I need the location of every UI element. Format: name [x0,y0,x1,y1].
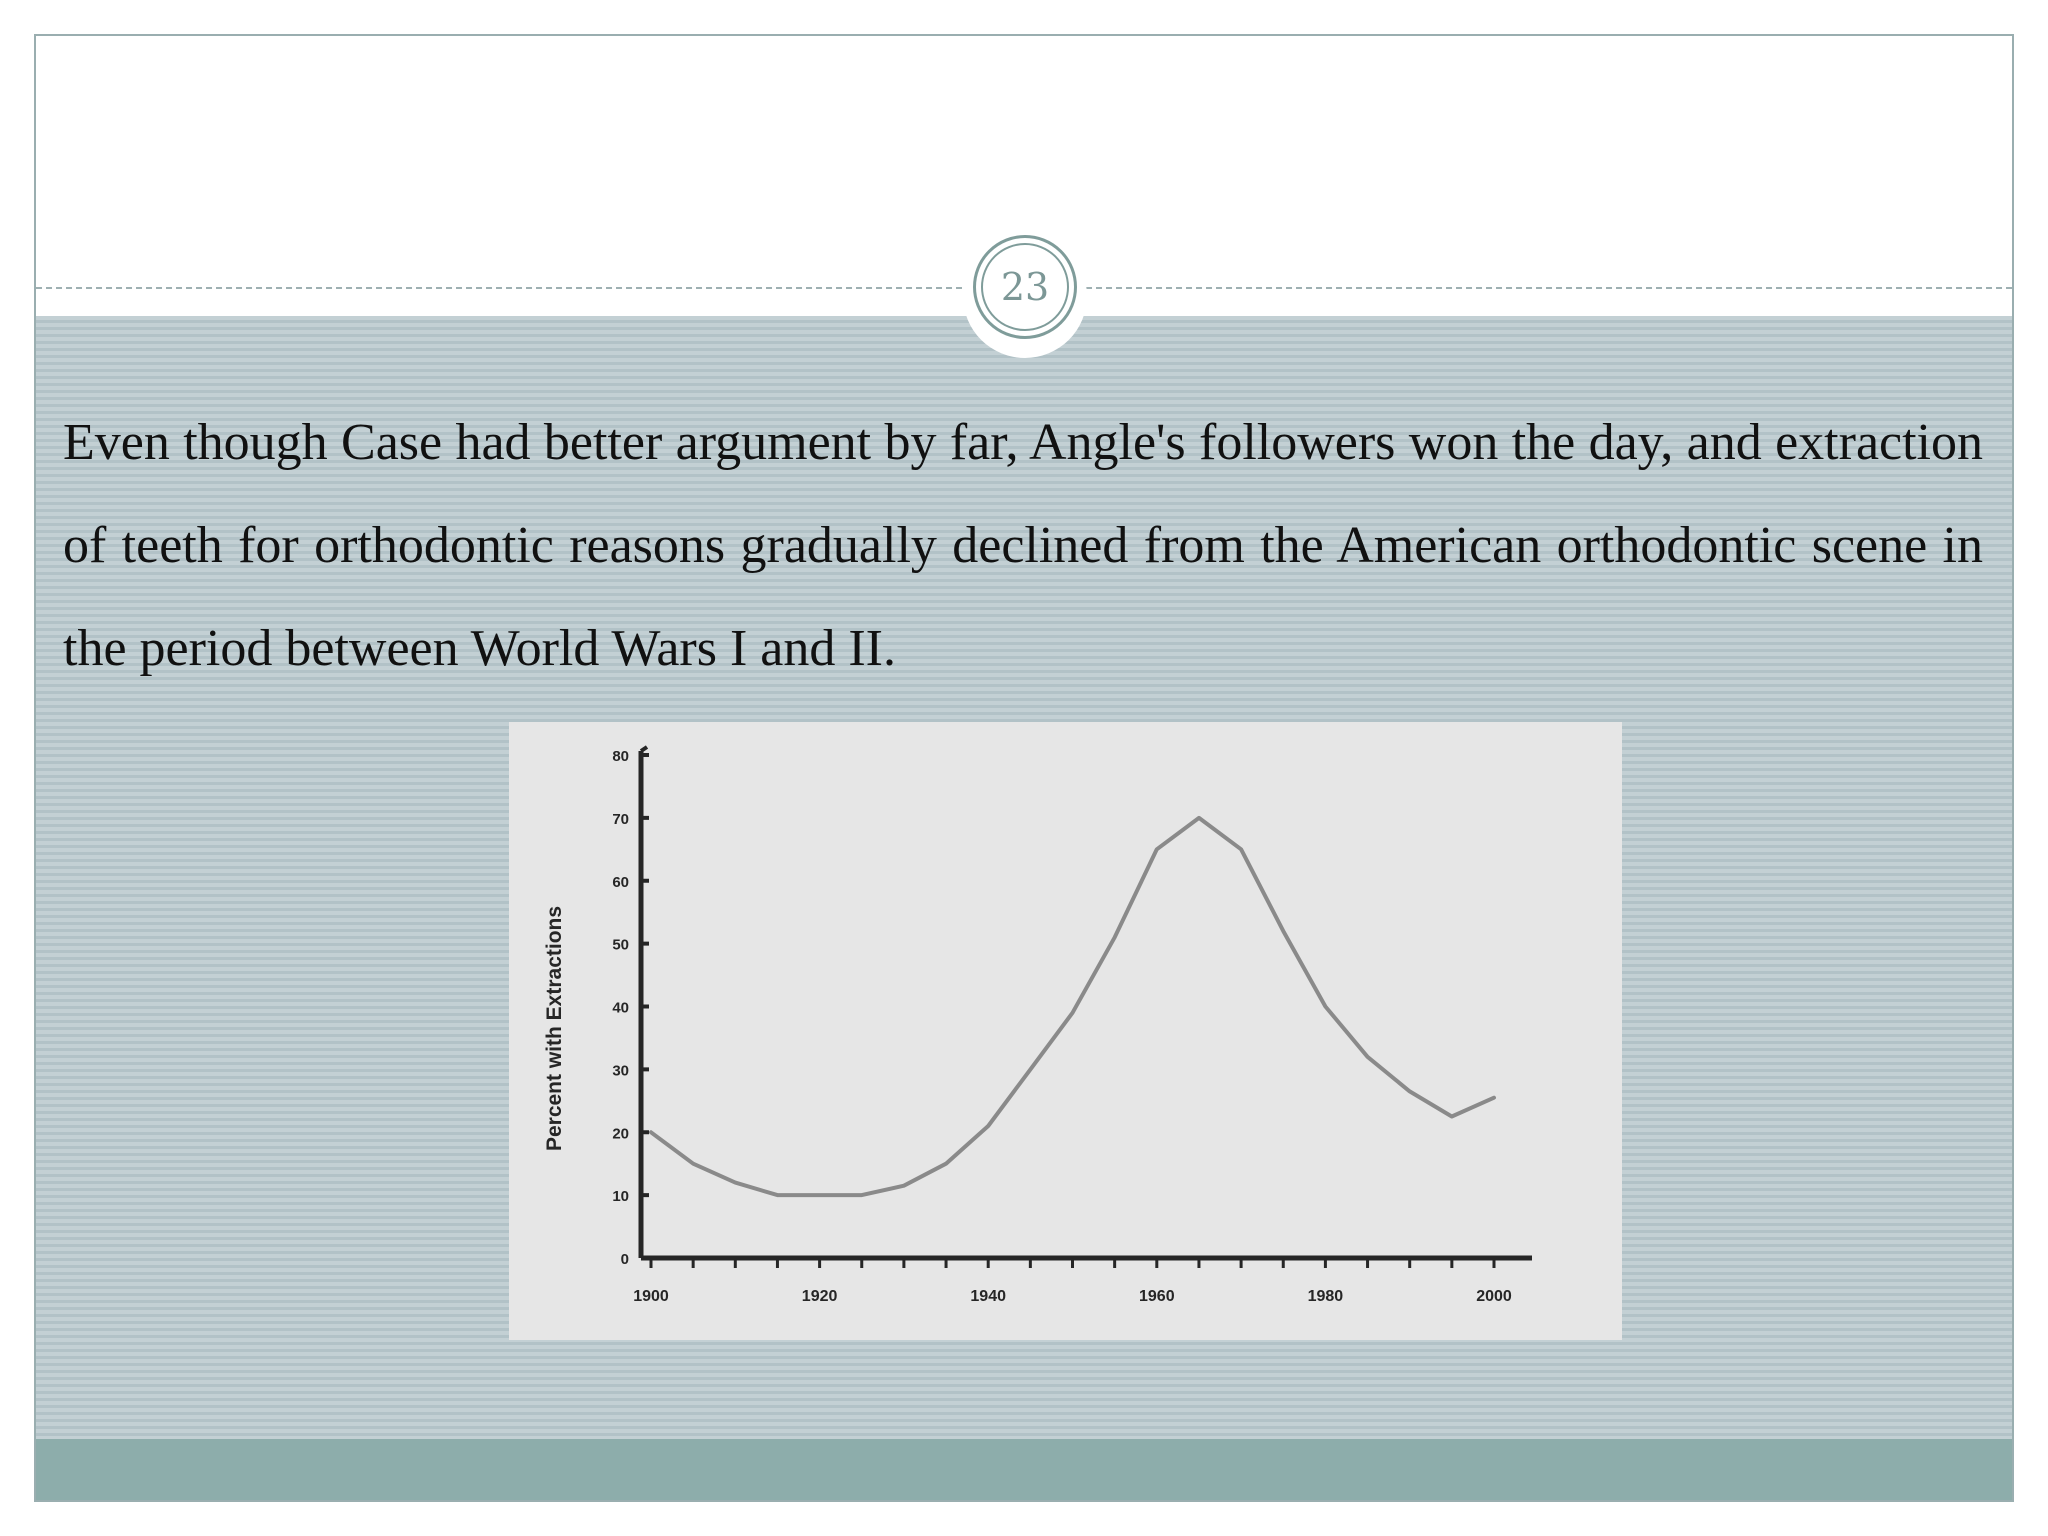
y-tick-label: 20 [612,1125,629,1143]
y-tick-label: 0 [620,1251,629,1268]
slide [34,34,2014,1502]
y-tick-label: 80 [612,748,629,765]
y-tick-label: 70 [612,810,629,828]
x-tick-label: 1940 [970,1288,1006,1305]
x-tick-label: 1980 [1307,1288,1344,1305]
extraction-chart [509,722,1622,1340]
chart-svg [509,722,1622,1340]
body-paragraph: Even though Case had better argument by far, Angle's followers won the day, and extraction of teeth for orthodontic reasons gradually declined from the American orthodontic scene in the period between World Wars I and II. [63,414,1983,677]
page-number-badge [973,235,1077,339]
footer-band [36,1439,2012,1502]
x-tick-label: 1960 [1139,1288,1175,1305]
x-tick-label: 1900 [633,1288,669,1305]
page-number: 23 [981,243,1069,331]
y-axis-label: Percent with Extractions [543,905,566,1152]
series-line [651,818,1494,1195]
x-tick-label: 1920 [801,1288,838,1305]
y-tick-label: 40 [612,999,629,1017]
x-tick-label: 2000 [1476,1288,1512,1305]
y-tick-label: 60 [612,873,629,891]
y-tick-label: 10 [612,1188,629,1206]
y-axis-cap [641,747,647,751]
y-tick-label: 30 [612,1062,629,1080]
y-tick-label: 50 [612,936,629,954]
